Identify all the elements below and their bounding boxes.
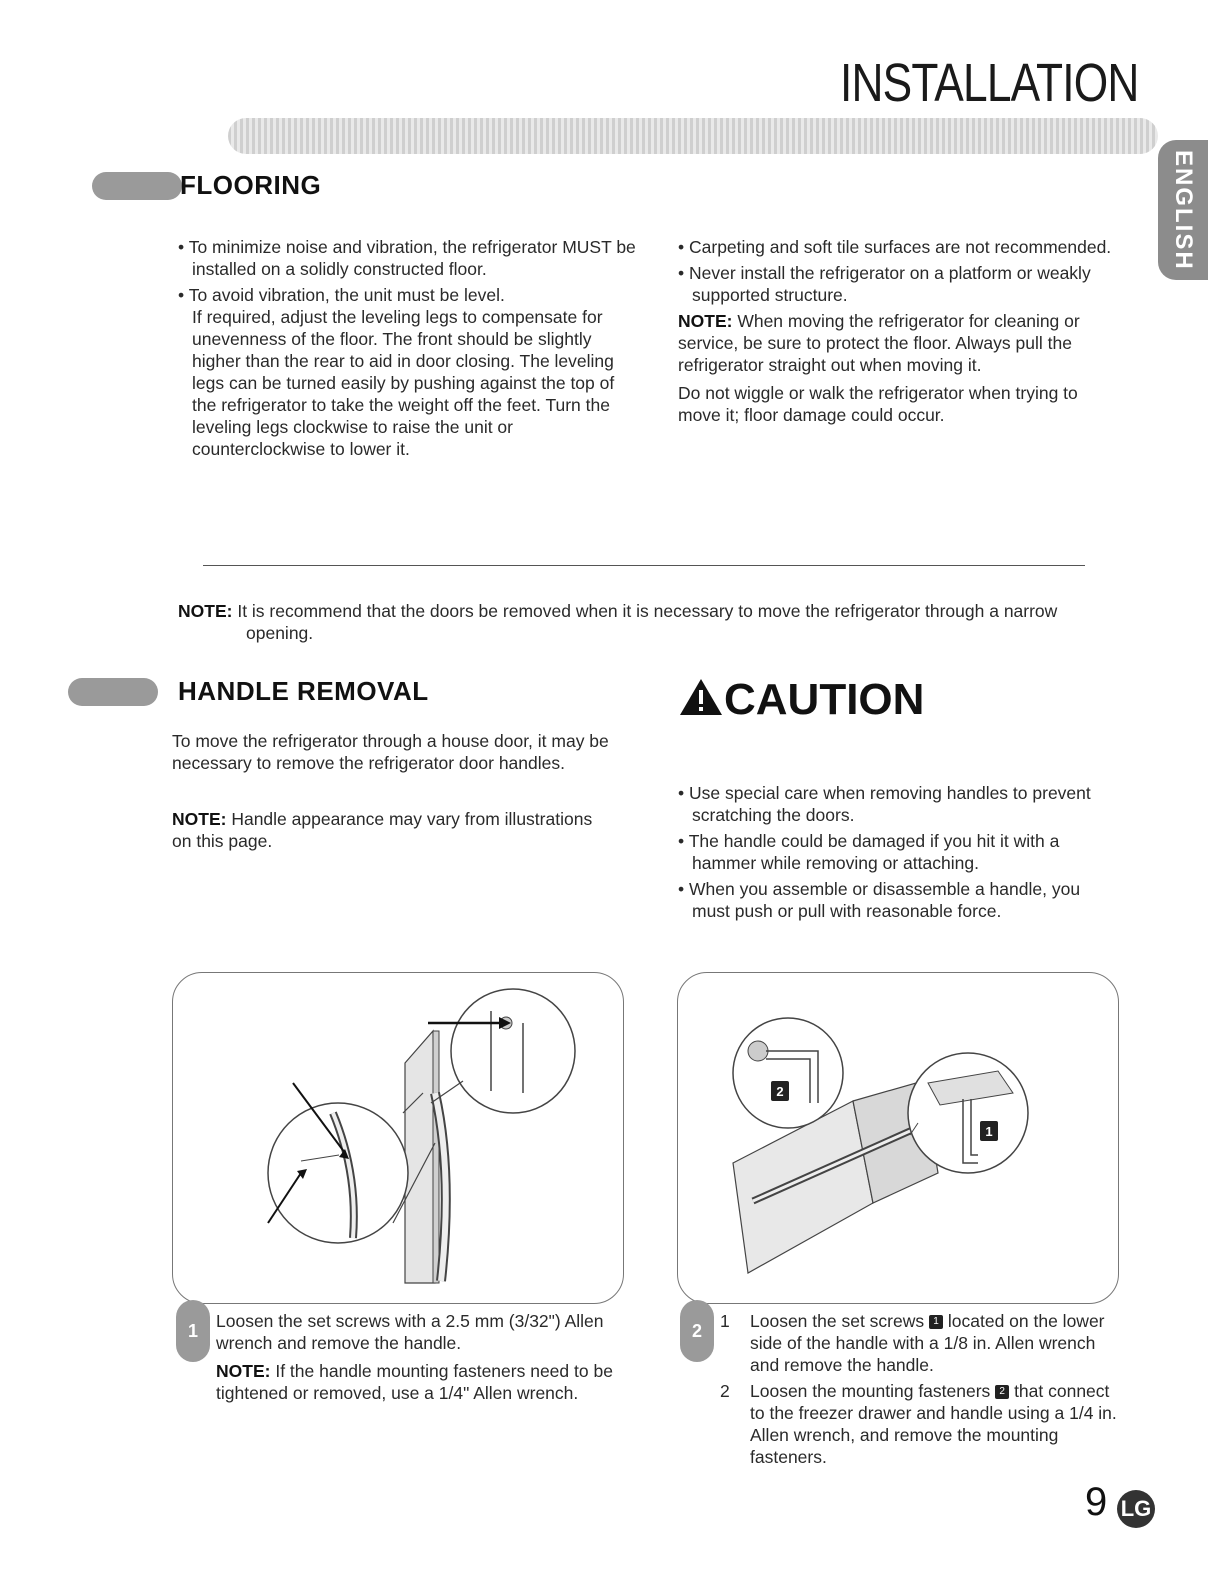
flooring-bullet: • Carpeting and soft tile surfaces are not recommended. (678, 237, 1112, 257)
handle-removal-intro: To move the refrigerator through a house door, it may be necessary to remove the refrigerator door handles. (172, 731, 609, 773)
flooring-bullet: • To avoid vibration, the unit must be level. (178, 285, 505, 305)
figure-marker-2: 2 (776, 1084, 784, 1099)
step-badge-2: 2 (680, 1300, 714, 1362)
figure-marker-1: 1 (985, 1124, 993, 1139)
lg-logo-icon: LG (1117, 1490, 1155, 1528)
handle-removal-intro-column (172, 730, 612, 852)
step-badge-1: 1 (176, 1300, 210, 1362)
step-1-note: NOTE: If the handle mounting fasteners need to be tightened or removed, use a 1/4" Allen wrench. (216, 1361, 613, 1403)
flooring-bullet: • To minimize noise and vibration, the refrigerator MUST be installed on a solidly constructed floor. (178, 237, 636, 279)
step-1-instructions (216, 1310, 616, 1404)
flooring-note: NOTE: When moving the refrigerator for cleaning or service, be sure to protect the floor. Always pull the refrigerator straight out when moving it. (678, 311, 1080, 375)
caution-list (678, 782, 1118, 926)
section-title-flooring: FLOORING (180, 170, 322, 200)
figure-freezer-handle (677, 972, 1119, 1304)
section-marker-flooring (92, 172, 182, 200)
door-handle-illustration (173, 973, 623, 1303)
flooring-leveling-paragraph: If required, adjust the leveling legs to compensate for unevenness of the floor. The front should be slightly higher than the rear to aid in door closing. The leveling legs can be turned easily by pushing against the top of the refrigerator to take the weight off the feet. Turn the leveling legs clockwise to raise the unit or counterclockwise to lower it. (192, 307, 615, 459)
language-tab-label: ENGLISH (1170, 150, 1197, 271)
divider-line (203, 565, 1085, 566)
page-title: INSTALLATION (840, 53, 1139, 113)
figure-door-handle (172, 972, 624, 1304)
step-2-item: 1 Loosen the set screws 1 located on the lower side of the handle with a 1/8 in. Allen wrench and remove the handle. (720, 1311, 1105, 1375)
language-tab (1158, 140, 1208, 280)
marker-1-icon: 1 (929, 1315, 943, 1329)
handle-appearance-note: NOTE: Handle appearance may vary from illustrations on this page. (172, 809, 593, 851)
step-2-instructions (720, 1310, 1120, 1472)
flooring-left-column (178, 236, 640, 460)
section-marker-handle-removal (68, 678, 158, 706)
step-2-item: 2 Loosen the mounting fasteners 2 that connect to the freezer drawer and handle using a 1/4 in. Allen wrench, and remove the mounting fasteners. (720, 1381, 1117, 1467)
flooring-bullet: • Never install the refrigerator on a platform or weakly supported structure. (678, 263, 1091, 305)
marker-2-icon: 2 (995, 1385, 1009, 1399)
warning-triangle-icon (678, 677, 724, 717)
header-banner (228, 118, 1158, 154)
door-removal-note: NOTE: It is recommend that the doors be removed when it is necessary to move the refrigerator through a narrow opening. (178, 601, 1058, 643)
page-number: 9 (1085, 1480, 1108, 1524)
step-2-list (720, 1310, 1120, 1468)
caution-bullet: • When you assemble or disassemble a handle, you must push or pull with reasonable force. (678, 879, 1081, 921)
caution-bullet: • Use special care when removing handles to prevent scratching the doors. (678, 783, 1091, 825)
caution-bullet: • The handle could be damaged if you hit it with a hammer while removing or attaching. (678, 831, 1060, 873)
caution-heading: CAUTION (678, 675, 924, 725)
flooring-note-2: Do not wiggle or walk the refrigerator when trying to move it; floor damage could occur. (678, 383, 1078, 425)
freezer-handle-illustration (678, 973, 1118, 1303)
flooring-right-column (678, 236, 1118, 426)
section-title-handle-removal: HANDLE REMOVAL (178, 676, 429, 706)
step-1-text: Loosen the set screws with a 2.5 mm (3/32") Allen wrench and remove the handle. (216, 1311, 604, 1353)
